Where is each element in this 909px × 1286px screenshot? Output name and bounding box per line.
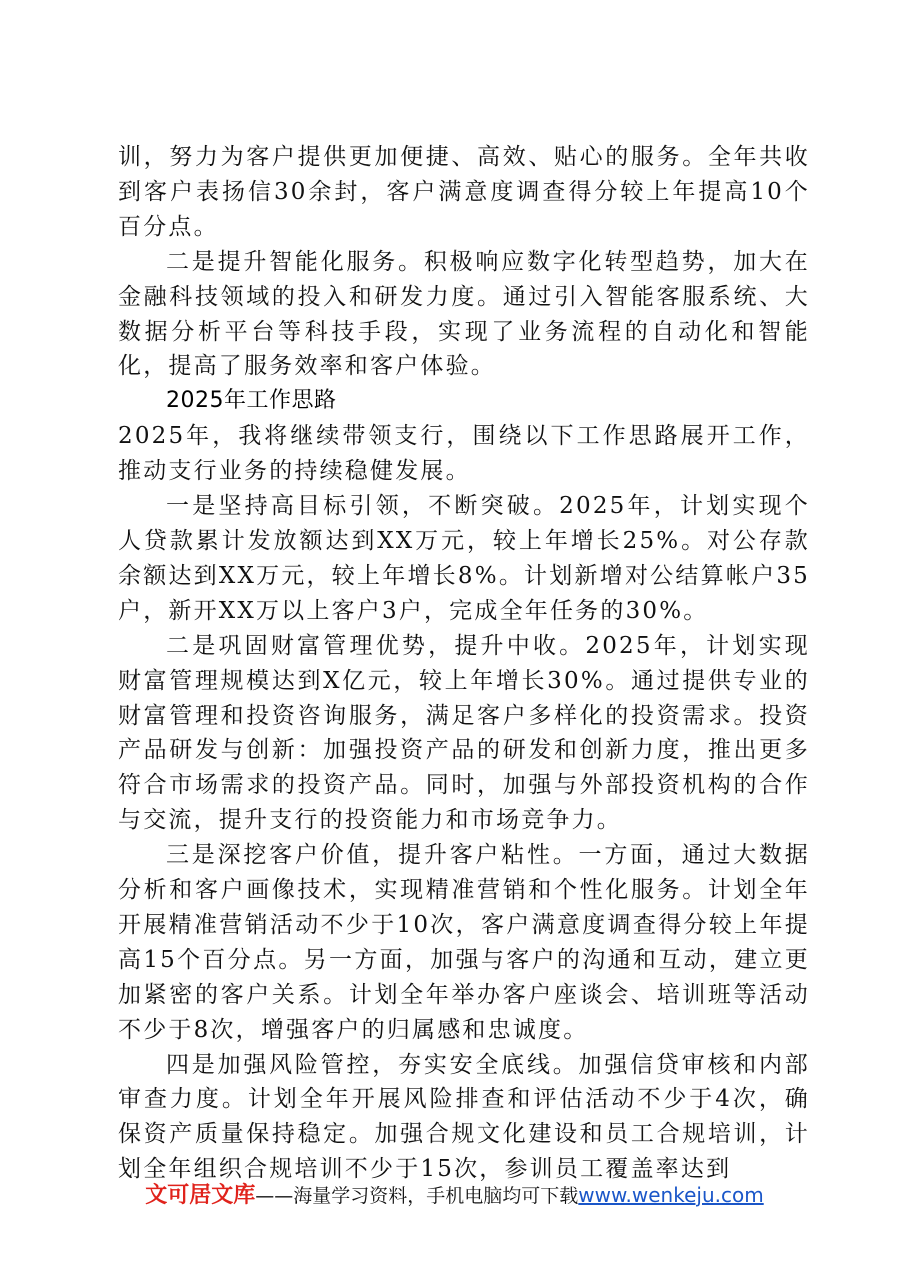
paragraph-smart-service: 二是提升智能化服务。积极响应数字化转型趋势，加大在金融科技领域的投入和研发力度。通过引入智能客服系统、大数据分析平台等科技手段，实现了业务流程的自动化和智能化，提高了服务效率和客户体验。 bbox=[118, 248, 810, 380]
paragraph-continuation: 训，努力为客户提供更加便捷、高效、贴心的服务。全年共收到客户表扬信30余封，客户满意度调查得分较上年提高10个百分点。 bbox=[118, 144, 810, 240]
paragraph-goal-one: 一是坚持高目标引领，不断突破。2025年，计划实现个人贷款累计发放额达到XX万元，较上年增长25%。对公存款余额达到XX万元，较上年增长8%。计划新增对公结算帐户35户，新开XX万以上客户3户，完成全年任务的30%。 bbox=[118, 493, 810, 624]
paragraph-goal-four: 四是加强风险管控，夯实安全底线。加强信贷审核和内部审查力度。计划全年开展风险排查和评估活动不少于4次，确保资产质量保持稳定。加强合规文化建设和员工合规培训，计划全年组织合规培训不少于15次，参训员工覆盖率达到 bbox=[118, 1051, 810, 1183]
paragraph-goal-two: 二是巩固财富管理优势，提升中收。2025年，计划实现财富管理规模达到X亿元，较上年增长30%。通过提供专业的财富管理和投资咨询服务，满足客户多样化的投资需求。投资产品研发与创新：加强投资产品的研发和创新力度，推出更多符合市场需求的投资产品。同时，加强与外部投资机构的合作与交流，提升支行的投资能力和市场竞争力。 bbox=[118, 632, 810, 834]
paragraph-intro-2025: 2025年，我将继续带领支行，围绕以下工作思路展开工作，推动支行业务的持续稳健发展。 bbox=[118, 423, 810, 485]
document-body bbox=[118, 140, 810, 1187]
footer-tagline: ——海量学习资料，手机电脑均可下载 bbox=[255, 1185, 579, 1207]
paragraph-goal-three: 三是深挖客户价值，提升客户粘性。一方面，通过大数据分析和客户画像技术，实现精准营销和个性化服务。计划全年开展精准营销活动不少于10次，客户满意度调查得分较上年提高15个百分点。另一方面，加强与客户的沟通和互动，建立更加紧密的客户关系。计划全年举办客户座谈会、培训班等活动不少于8次，增强客户的归属感和忠诚度。 bbox=[118, 842, 810, 1043]
brand-name: 文可居文库 bbox=[145, 1183, 256, 1208]
footer-banner bbox=[0, 1180, 909, 1211]
section-heading: 2025年工作思路 bbox=[166, 388, 337, 414]
website-link[interactable]: www.wenkeju.com bbox=[578, 1183, 764, 1207]
